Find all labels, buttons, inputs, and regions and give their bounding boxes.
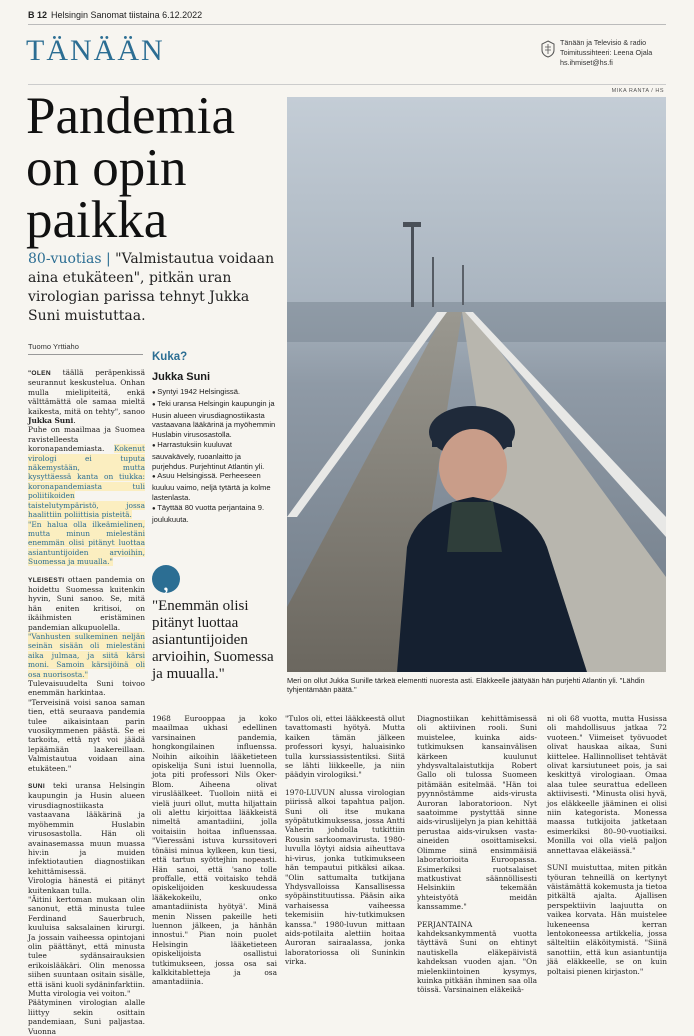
- paragraph: Diagnostiikan kehittämisessä oli aktiivinen rooli. Suni muistelee, kuinka aids-tutkimuksen kansainvälisen kärkeen kuulunut yhdysvaltalaistutkija Robert Gallo oli tulossa Suomeen pitämään esitelmää. "Hän toi pyynnöstämme aids-virusta Auroran laboratorioon. Nyt saatoimme pystyttää sinne aids-viruslijelyn ja pian kehittää perustaa aids-viruksen vasta-aineiden osoittamiseksi. Olimme siinä ensimmäisiä laboratorioita Euroopassa. Esimerkiksi ruotsalaiset matkustivat säännöllisesti Helsinkiin tekemään yhteistyötä meidän kanssamme.": [417, 714, 537, 912]
- lead-paragraph: [28, 250, 278, 326]
- paragraph: Puhe on maailmaa ja Suomea ravistelleesta koronapandemiasta. Kokenut virologi ei tuputa näkemystään, mutta kysyttäessä kanta on tiukka: koronapandemiasta tuli poliitikoiden taistelutympäristö, jossa haalittiin poliittisia pisteitä.: [28, 425, 145, 520]
- paragraph: PERJANTAINA kahdeksankymmentä vuotta täyttävä Suni on ehtinyt nautiskella eläkepäivistä kahdeksan vuoden ajan. "On mielenkiintoinen kysymys, kuinka pitkään ihminen saa olla töissä. Varsinainen eläkeikä-: [417, 919, 537, 995]
- paragraph: Päätyminen virologian alalle liittyy sekin osittain pandemiaan, Suni paljastaa. Vuonna: [28, 998, 145, 1036]
- factbox-item: ● Täyttää 80 vuotta perjantaina 9. joulukuuta.: [152, 503, 277, 525]
- author-byline: Tuomo Yrttiaho: [28, 342, 79, 351]
- paragraph: "Tulos oli, ettei lääkkeestä ollut tavattomasti hyötyä. Mutta kaiken tämän jälkeen professori kysyi, haluaisinko tulla kurssiassistentiksi. Siitä se lähti liikkeelle, ja niin päädyin virologiksi.": [285, 714, 405, 780]
- paragraph: "En halua olla ilkeämielinen, mutta minun mielestäni enemmän olisi pitänyt luottaa asiantuntijoiden arvioihin, Suomessa ja muualla.": [28, 519, 145, 567]
- divider: [28, 24, 666, 25]
- body-column-4: [417, 714, 537, 995]
- hs-crest-icon: [540, 40, 556, 58]
- body-column-1: [28, 368, 145, 1036]
- pull-quote: "Enemmän olisi pitänyt luottaa asiantuntijoiden arvioihin, Suomessa ja muualla.": [152, 598, 274, 682]
- paragraph: "Terveisinä voisi sanoa saman tien, että seuraava pandemia tulee aikaisintaan parin vuosikymmenen päästä. Se ei tarkoita, että nyt voi jäädä lepäämään laakereillaan. Valmistautua voidaan aina etukäteen.": [28, 697, 145, 773]
- paragraph: Virologia hänestä ei pitänyt kuitenkaan tulla.: [28, 876, 145, 895]
- paragraph: YLEISESTI ottaen pandemia on hoidettu Suomessa kuitenkin hyvin, Suni sanoo. Se, mitä hän eniten kritisoi, on ikäihmisten eristäminen pandemian alkupuolella.: [28, 574, 145, 632]
- lead-kicker: 80-vuotias |: [28, 251, 111, 267]
- divider: [28, 84, 666, 85]
- credits-line: Toimitussihteeri: Leena Ojala: [560, 48, 653, 57]
- factbox: [152, 351, 277, 524]
- photo-caption: Meri on ollut Jukka Sunille tärkeä elementti nuoresta asti. Eläkkeelle jäätyään hän purjehti Atlantin yli. "Lähdin tyhjentämään päätä.": [287, 676, 645, 695]
- divider: [28, 354, 143, 355]
- portrait-photo: [287, 97, 666, 672]
- quote-mark-icon: ,: [152, 565, 180, 593]
- headline: Pandemia on opin paikka: [26, 87, 235, 249]
- factbox-name: Jukka Suni: [152, 371, 211, 383]
- paragraph: ni oli 68 vuotta, mutta Husissa oli mahdollisuus jatkaa 72 vuoteen." Viimeiset työvuodet olivat hauskaa aikaa, Suni kiittelee. Hallinnolliset tehtävät olivat karsiutuneet pois, ja sai keskittyä virologiaan. Omaa alaa tulee seurattua edelleen aktiivisesti. "Minusta olisi hyvä, jos eläkkeelle jääminen ei olisi niin kategorista. Monessa maassa tutkijoita jatketaan esimerkiksi 80–90-vuotiaiksi. Monilla voi olla vielä paljon annettavaa eläkeiässä.": [547, 714, 667, 855]
- credits-email[interactable]: hs.ihmiset@hs.fi: [560, 58, 613, 67]
- body-column-5: [547, 714, 667, 984]
- paragraph: 1970-LUVUN alussa virologian piirissä alkoi tapahtua paljon. Suni oli itse mukana syöpätutkimuksessa, jossa Antti Vaherin johdolla tutkittiin Rousin sarkoomavirusta. 1980-luvulla löytyi aidsia aiheuttava hi-virus, jonka tutkimukseen hän tempautui pitkäksi aikaa. "Olin sattumalta tutkijana Yhdysvalloissa Kansallisessa syöpäinstituutissa. Pääsin aika varhaisessa vaiheessa tekemisiin hiv-tutkimuksen kanssa." 1980-luvun mittaan aids-potilaita alettiin hoitaa Auroran sairaalassa, jonka laboratoriossa oli Suninkin virka.: [285, 787, 405, 967]
- masthead: Helsingin Sanomat tiistaina 6.12.2022: [51, 10, 203, 20]
- paragraph: Tulevaisuudelta Suni toivoo enemmän harkintaa.: [28, 679, 145, 698]
- paragraph: "OLEN täällä peräpenkissä seurannut keskustelua. Onhan mulla mielipiteitä, enkä välttämättä ole samaa mieltä kaikesta, mitä on tehty", sanoo Jukka Suni.: [28, 368, 145, 426]
- paragraph: "Äitini kertoman mukaan olin sanonut, että minusta tulee Ferdinand Sauerbruch, kuuluisa saksalainen kirurgi. Ja jossain vaiheessa opintojani olin päättänyt, että minusta tulee sydänsairauksien erikoislääkäri. Olin menossa siihen suuntaan ositain sisälle, että isäni kuoli sydäninfarktiin. Mutta virologia vei voiton.": [28, 894, 145, 998]
- page-header: [28, 10, 202, 20]
- section-credits: [560, 38, 652, 68]
- photo-credit: MIKA RANTA / HS: [611, 88, 664, 94]
- body-column-3: [285, 714, 405, 984]
- body-column-2: [152, 714, 277, 987]
- factbox-item: ● Harrastuksiin kuuluvat sauvakävely, ruoanlaitto ja purjehdus. Purjehtinut Atlantin yli.: [152, 440, 277, 471]
- page-number: B 12: [28, 10, 48, 20]
- factbox-item: ● Asuu Helsingissä. Perheeseen kuuluu vaimo, neljä tytärtä ja kolme lastenlasta.: [152, 471, 277, 502]
- section-title: TÄNÄÄN: [26, 34, 165, 67]
- factbox-heading: Kuka?: [152, 351, 188, 363]
- paragraph: SUNI muistuttaa, miten pitkän työuran tehneillä on kertynyt väistämättä kokemusta ja tietoa pitkältä ajalta. Ajallisen perspektiivin laajuutta on vaikea korvata. Hän muistelee lukeneensa kerran lentokoneessa artikkelia, jossa sälteltiin eläköitymistä. "Siinä sanottiin, että kun asiantuntija jää eläkkeelle, se on kuin poltaisi pienen kirjaston.": [547, 863, 667, 976]
- paragraph: 1968 Eurooppaa ja koko maailmaa ukhasi edellinen varsinainen pandemia, hongkongilainen influenssa. Noihin aikoihin lääketieteen opiskelija Suni istui luennolla, jota piti professori Nils Oker-Blom. Aiheena olivat virusläälkeet. Tuolloin niitä ei vielä juuri ollut, mutta hiljattain oli alettu kirjoittaa lääkkeistä nimeltä amantadiini, jolla voitaisiin hoitaa influenssaa. "Vieressäni istuva kurssitoveri tönäisi minua kylkeen, kun tiesi, että tartun syöttejhin nopeasti. Hän sanoi, että 'sano tolle proffalle, että voitaisko tehdä opiskelijoiden keskuudessa lääkekokeilu, onko amantadiinista hyötyä'. Minä menin Nissen pakeille heti luennon jälkeen, ja hänhän innostui." Pian noin puolet Helsingin lääketieteen opiskelijoista osallistui tutkimukseen, jossa osa sai kalkkitabletteja ja osa amantadiinia.: [152, 714, 277, 987]
- lead-text: "Valmistautua voidaan aina etukäteen", pitkän uran virologian parissa tehnyt Jukka Suni muistuttaa.: [28, 251, 275, 324]
- credits-line: Tänään ja Televisio & radio: [560, 38, 647, 47]
- paragraph: SUNI teki uransa Helsingin kaupungin ja Husin alueen virusdiagnostiikasta vastaavana lääkärinä ja myöhemmin Huslabin virusosastolla. Hän oli avainasemassa muun muassa hiv:in ja muiden infektiotautien diagnostiikan kehittämisessä.: [28, 781, 145, 876]
- factbox-item: ● Syntyi 1942 Helsingissä.: [152, 387, 277, 399]
- paragraph: "Vanhusten sulkeminen neljän seinän sisään oli mielestäni aika julmaa, ja siitä kärsi moni. Samoin kärsijöinä oli osa nuorisosta.": [28, 631, 145, 679]
- factbox-item: ● Teki uransa Helsingin kaupungin ja Husin alueen virusdiagnostiikasta vastaavana lääkärinä ja myöhemmin Huslabin virusosastolla.: [152, 399, 277, 440]
